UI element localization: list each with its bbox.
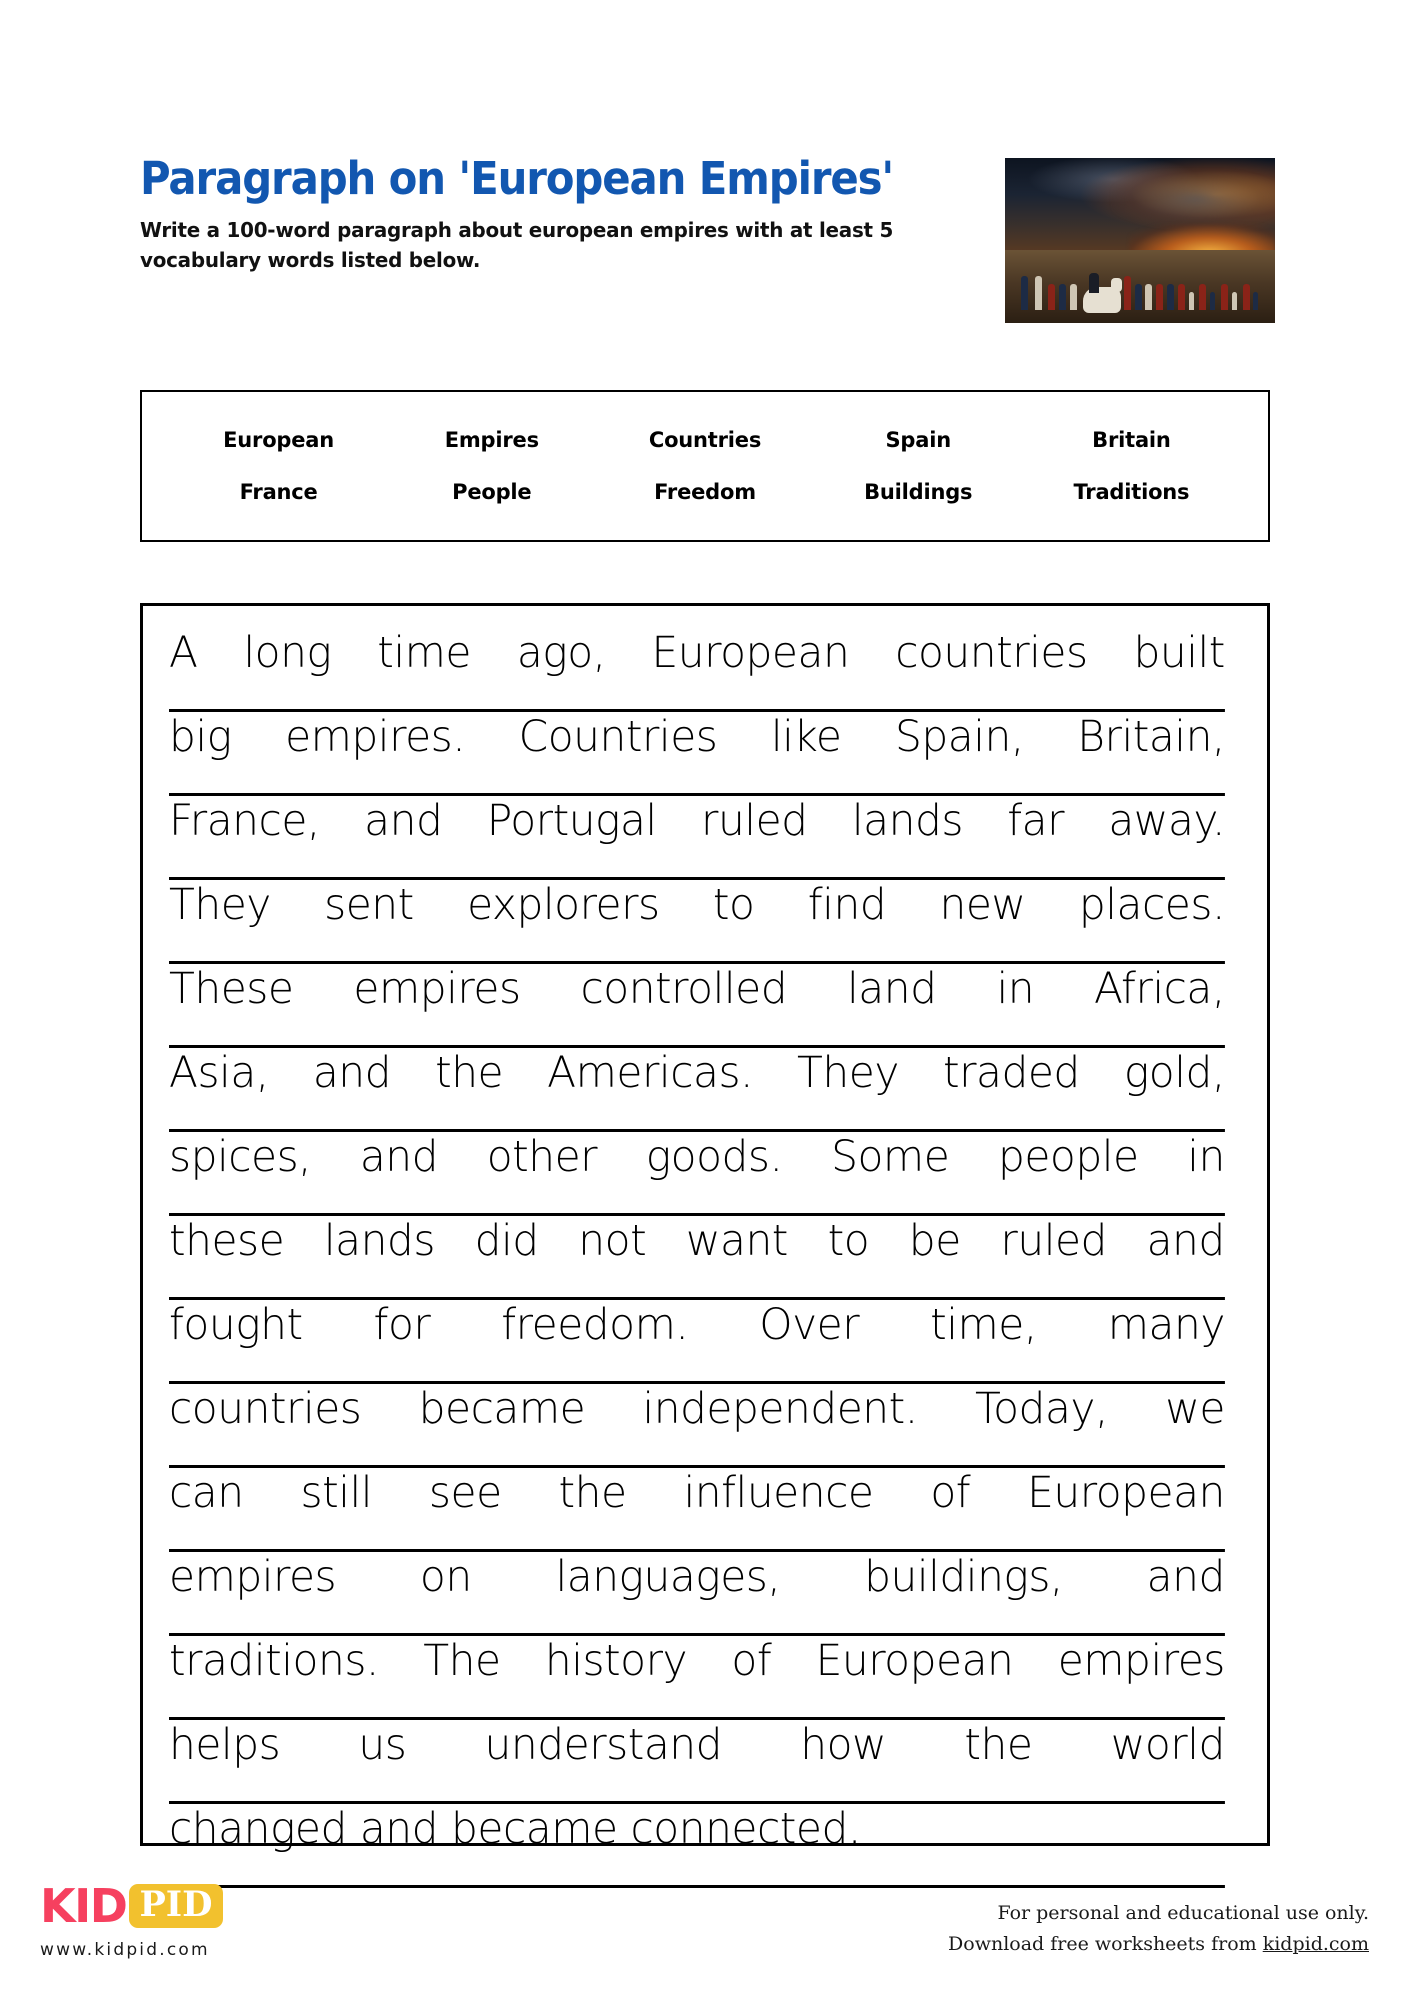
answer-word: countries bbox=[169, 1384, 362, 1434]
answer-word: land bbox=[847, 964, 937, 1014]
answer-word: many bbox=[1107, 1300, 1225, 1350]
answer-word: Over bbox=[759, 1300, 860, 1350]
answer-word: other bbox=[486, 1132, 598, 1182]
answer-word: empires bbox=[353, 964, 521, 1014]
answer-word: became bbox=[418, 1384, 586, 1434]
answer-word: independent. bbox=[642, 1384, 918, 1434]
vocab-word: European bbox=[223, 428, 335, 452]
logo-row bbox=[40, 1880, 300, 1932]
answer-word: world bbox=[1110, 1720, 1225, 1770]
worksheet-header bbox=[140, 152, 1275, 323]
answer-word: These bbox=[169, 964, 294, 1014]
answer-word: and bbox=[312, 1048, 392, 1098]
answer-word: freedom. bbox=[501, 1300, 689, 1350]
answer-word: sent bbox=[324, 880, 414, 930]
footer-notice-prefix: Download free worksheets from bbox=[948, 1932, 1263, 1955]
vocabulary-row-2 bbox=[172, 480, 1238, 504]
answer-word: Some bbox=[831, 1132, 950, 1182]
answer-word: like bbox=[770, 712, 842, 762]
answer-word: They bbox=[797, 1048, 899, 1098]
answer-line bbox=[169, 1720, 1225, 1804]
answer-word: in bbox=[996, 964, 1035, 1014]
vocabulary-row-1 bbox=[172, 428, 1238, 452]
answer-word: the bbox=[435, 1048, 504, 1098]
answer-line bbox=[169, 712, 1225, 796]
vocab-word: France bbox=[239, 480, 318, 504]
answer-line bbox=[169, 880, 1225, 964]
answer-word: Portugal bbox=[486, 796, 657, 846]
answer-word: empires bbox=[169, 1552, 337, 1602]
answer-word: and bbox=[359, 1132, 439, 1182]
vocab-word: Freedom bbox=[654, 480, 756, 504]
answer-word: Today, bbox=[974, 1384, 1108, 1434]
answer-line bbox=[169, 1048, 1225, 1132]
vocab-word: Empires bbox=[444, 428, 539, 452]
answer-word: the bbox=[558, 1468, 627, 1518]
answer-word: controlled bbox=[580, 964, 788, 1014]
answer-word: for bbox=[373, 1300, 431, 1350]
answer-word: time bbox=[377, 628, 471, 678]
answer-line bbox=[169, 628, 1225, 712]
answer-word: be bbox=[908, 1216, 961, 1266]
answer-word: the bbox=[964, 1720, 1033, 1770]
answer-word: changed and became connected. bbox=[169, 1804, 861, 1854]
answer-word: They bbox=[169, 880, 271, 930]
answer-word: these bbox=[169, 1216, 285, 1266]
answer-line bbox=[169, 1132, 1225, 1216]
answer-word: to bbox=[827, 1216, 870, 1266]
answer-word: fought bbox=[169, 1300, 303, 1350]
answer-word: lands bbox=[851, 796, 963, 846]
answer-word: European bbox=[651, 628, 850, 678]
footer-notice bbox=[948, 1898, 1369, 1960]
answer-line bbox=[169, 1636, 1225, 1720]
footer-notice-line2 bbox=[948, 1929, 1369, 1960]
answer-word: European bbox=[815, 1636, 1014, 1686]
answer-word: history bbox=[544, 1636, 688, 1686]
answer-word: away. bbox=[1108, 796, 1225, 846]
logo-kid-text: KID bbox=[40, 1879, 127, 1933]
worksheet-instructions: Write a 100-word paragraph about european empires with at least 5 vocabulary words listed below. bbox=[140, 218, 894, 272]
answer-word: us bbox=[358, 1720, 407, 1770]
answer-word: big bbox=[169, 712, 232, 762]
vocab-word: Countries bbox=[648, 428, 762, 452]
answer-word: The bbox=[423, 1636, 501, 1686]
answer-word: places. bbox=[1078, 880, 1225, 930]
answer-word: find bbox=[807, 880, 887, 930]
answer-word: empires bbox=[1057, 1636, 1225, 1686]
answer-word: Americas. bbox=[547, 1048, 753, 1098]
answer-word: lands bbox=[323, 1216, 435, 1266]
answer-word: ago, bbox=[516, 628, 606, 678]
answer-word: helps bbox=[169, 1720, 281, 1770]
answer-word: languages, bbox=[555, 1552, 781, 1602]
painting-rider bbox=[1089, 273, 1099, 293]
answer-paragraph-lines bbox=[169, 628, 1241, 1888]
answer-line bbox=[169, 1384, 1225, 1468]
answer-line bbox=[169, 796, 1225, 880]
answer-word: understand bbox=[484, 1720, 723, 1770]
answer-line bbox=[169, 964, 1225, 1048]
site-url: www.kidpid.com bbox=[40, 1940, 210, 1960]
answer-word: people bbox=[997, 1132, 1139, 1182]
answer-line bbox=[169, 1804, 1225, 1888]
answer-word: spices, bbox=[169, 1132, 312, 1182]
answer-word: new bbox=[939, 880, 1026, 930]
vocab-word: Traditions bbox=[1073, 480, 1190, 504]
answer-line bbox=[169, 1300, 1225, 1384]
answer-word: traditions. bbox=[169, 1636, 379, 1686]
answer-line bbox=[169, 1468, 1225, 1552]
vocabulary-word-bank bbox=[140, 390, 1270, 542]
answer-word: Countries bbox=[518, 712, 718, 762]
answer-word: goods. bbox=[645, 1132, 783, 1182]
answer-word: of bbox=[731, 1636, 772, 1686]
answer-word: did bbox=[474, 1216, 539, 1266]
answer-word: we bbox=[1165, 1384, 1225, 1434]
vocab-word: People bbox=[452, 480, 532, 504]
answer-word: buildings, bbox=[864, 1552, 1063, 1602]
answer-word: long bbox=[243, 628, 332, 678]
answer-word: empires. bbox=[285, 712, 466, 762]
answer-word: see bbox=[428, 1468, 502, 1518]
vocab-word: Britain bbox=[1092, 428, 1171, 452]
answer-word: Africa, bbox=[1094, 964, 1225, 1014]
answer-word: European bbox=[1027, 1468, 1225, 1518]
answer-word: Asia, bbox=[169, 1048, 269, 1098]
answer-word: and bbox=[1146, 1216, 1225, 1266]
answer-word: not bbox=[578, 1216, 647, 1266]
answer-word: Britain, bbox=[1077, 712, 1225, 762]
kidpid-logo[interactable] bbox=[40, 1880, 300, 1960]
painting-smoke bbox=[1113, 171, 1275, 227]
header-text-block bbox=[140, 152, 1005, 276]
answer-word: explorers bbox=[467, 880, 660, 930]
answer-word: influence bbox=[683, 1468, 874, 1518]
answer-word: can bbox=[169, 1468, 244, 1518]
painting-soldier-figures bbox=[1005, 254, 1275, 310]
answer-word: and bbox=[364, 796, 443, 846]
kidpid-link[interactable]: kidpid.com bbox=[1262, 1932, 1369, 1955]
answer-word: still bbox=[300, 1468, 373, 1518]
answer-word: ruled bbox=[701, 796, 808, 846]
answer-word: countries bbox=[895, 628, 1088, 678]
answer-word: on bbox=[419, 1552, 472, 1602]
vocab-word: Spain bbox=[885, 428, 951, 452]
answer-word: built bbox=[1133, 628, 1225, 678]
answer-line bbox=[169, 1552, 1225, 1636]
answer-writing-area[interactable] bbox=[140, 603, 1270, 1854]
answer-word: want bbox=[685, 1216, 788, 1266]
answer-word: ruled bbox=[1000, 1216, 1107, 1266]
answer-word: of bbox=[930, 1468, 971, 1518]
answer-word: gold, bbox=[1123, 1048, 1225, 1098]
logo-pid-badge: PID bbox=[129, 1884, 222, 1929]
answer-word: Spain, bbox=[894, 712, 1024, 762]
answer-word: how bbox=[800, 1720, 887, 1770]
answer-word: far bbox=[1007, 796, 1065, 846]
answer-line bbox=[169, 1216, 1225, 1300]
answer-word: France, bbox=[169, 796, 320, 846]
header-illustration-image bbox=[1005, 158, 1275, 323]
answer-word: time, bbox=[930, 1300, 1037, 1350]
answer-word: in bbox=[1187, 1132, 1225, 1182]
answer-word: A bbox=[169, 628, 198, 678]
page-title: Paragraph on 'European Empires' bbox=[140, 152, 894, 205]
answer-word: traded bbox=[942, 1048, 1080, 1098]
vocab-word: Buildings bbox=[864, 480, 973, 504]
answer-word: and bbox=[1146, 1552, 1225, 1602]
answer-word: to bbox=[712, 880, 755, 930]
footer-notice-line1: For personal and educational use only. bbox=[997, 1902, 1369, 1924]
